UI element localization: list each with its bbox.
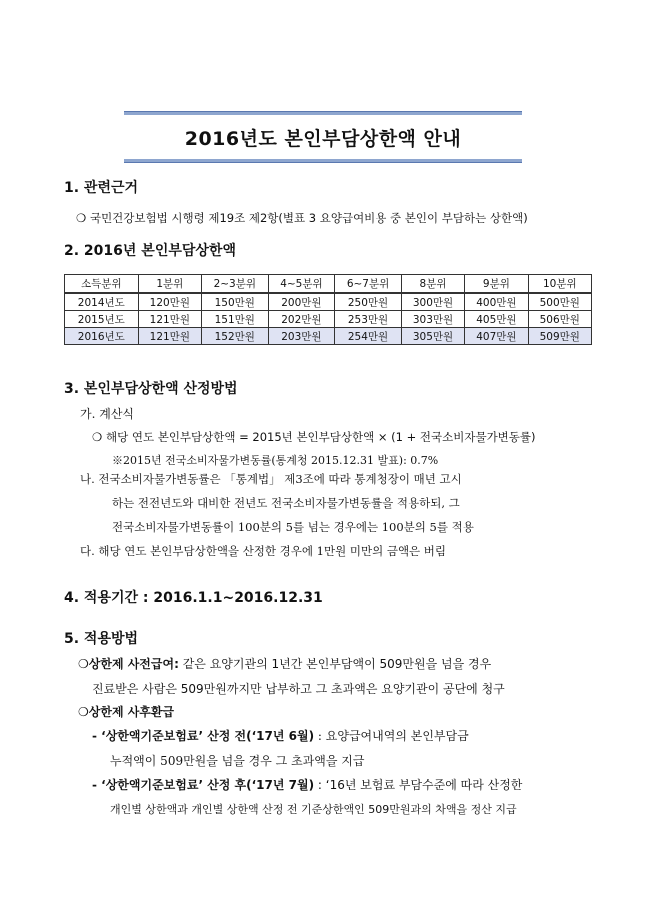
section5-heading: 5. 적용방법 (64, 631, 139, 647)
table-row (65, 311, 592, 328)
header-cell: 9분위 (465, 275, 528, 294)
pre-payment-line1 (78, 655, 491, 672)
table-cell: 200만원 (268, 293, 335, 311)
table-cell: 152만원 (201, 328, 268, 345)
table-cell: 2016년도 (65, 328, 139, 345)
table-cell: 303만원 (401, 311, 464, 328)
after-calc-line1 (92, 776, 522, 793)
method-ga: 가. 계산식 (80, 407, 134, 421)
table-cell: 506만원 (528, 311, 591, 328)
method-da: 다. 해당 연도 본인부담상한액을 산정한 경우에 1만원 미만의 금액은 버림 (80, 544, 447, 558)
header-cell: 8분위 (401, 275, 464, 294)
method-na-line2: 하는 전전년도와 대비한 전년도 전국소비자물가변동률을 적용하되, 그 (112, 496, 460, 510)
table-cell: 2015년도 (65, 311, 139, 328)
title-bottom-rule (124, 159, 522, 163)
copay-ceiling-table (64, 274, 592, 345)
table-cell: 150만원 (201, 293, 268, 311)
method-na-line3: 전국소비자물가변동률이 100분의 5를 넘는 경우에는 100분의 5를 적용 (112, 520, 474, 534)
pre-payment-label: ❍상한제 사전급여: (78, 657, 179, 671)
table-cell: 254만원 (335, 328, 402, 345)
table-cell: 2014년도 (65, 293, 139, 311)
table-cell: 305만원 (401, 328, 464, 345)
before-calc-label: - ‘상한액기준보험료’ 산정 전(‘17년 6월) (92, 729, 315, 743)
method-formula: ❍ 해당 연도 본인부담상한액 = 2015년 본인부담상한액 × (1 + 전국소비자물가변동률) (92, 430, 536, 444)
page-title: 2016년도 본인부담상한액 안내 (184, 128, 462, 150)
header-cell: 10분위 (528, 275, 591, 294)
table-cell: 253만원 (335, 311, 402, 328)
after-calc-line2: 개인별 상한액과 개인별 상한액 산정 전 기준상한액인 509만원과의 차액을 정산 지급 (110, 803, 517, 816)
table-cell: 202만원 (268, 311, 335, 328)
header-cell: 2~3분위 (201, 275, 268, 294)
table-cell: 121만원 (138, 328, 201, 345)
header-cell: 6~7분위 (335, 275, 402, 294)
section3-heading: 3. 본인부담상한액 산정방법 (64, 381, 238, 397)
method-na-line1: 나. 전국소비자물가변동률은 「통계법」 제3조에 따라 통계청장이 매년 고시 (80, 472, 462, 486)
after-calc-text: : ‘16년 보험료 부담수준에 따라 산정한 (314, 778, 523, 792)
header-cell: 4~5분위 (268, 275, 335, 294)
before-calc-text: : 요양급여내역의 본인부담금 (314, 729, 469, 743)
table-cell: 400만원 (465, 293, 528, 311)
pre-payment-text: 같은 요양기관의 1년간 본인부담액이 509만원을 넘을 경우 (178, 657, 492, 671)
post-refund-label: ❍상한제 사후환급 (78, 705, 175, 719)
section4-heading: 4. 적용기간 : 2016.1.1~2016.12.31 (64, 590, 323, 606)
table-cell: 250만원 (335, 293, 402, 311)
after-calc-label: - ‘상한액기준보험료’ 산정 후(‘17년 7월) (92, 778, 315, 792)
table-cell: 509만원 (528, 328, 591, 345)
header-cell: 소득분위 (65, 275, 139, 294)
table-row-highlighted (65, 328, 592, 345)
pre-payment-line2: 진료받은 사람은 509만원까지만 납부하고 그 초과액은 요양기관이 공단에 청구 (92, 682, 505, 696)
section2-heading: 2. 2016년 본인부담상한액 (64, 243, 236, 259)
section1-heading: 1. 관련근거 (64, 180, 139, 196)
before-calc-line2: 누적액이 509만원을 넘을 경우 그 초과액을 지급 (110, 754, 365, 768)
table-cell: 121만원 (138, 311, 201, 328)
table-cell: 300만원 (401, 293, 464, 311)
table-cell: 405만원 (465, 311, 528, 328)
section1-item: ❍ 국민건강보험법 시행령 제19조 제2항(별표 3 요양급여비용 중 본인이 부담하는 상한액) (76, 211, 528, 225)
table-cell: 203만원 (268, 328, 335, 345)
table-row (65, 293, 592, 311)
before-calc-line1 (92, 727, 469, 744)
table-cell: 120만원 (138, 293, 201, 311)
title-box (124, 111, 522, 163)
table-cell: 500만원 (528, 293, 591, 311)
table-cell: 151만원 (201, 311, 268, 328)
method-note: ※2015년 전국소비자물가변동률(통계청 2015.12.31 발표): 0.7% (112, 454, 439, 467)
header-cell: 1분위 (138, 275, 201, 294)
table-header-row (65, 275, 592, 294)
table-cell: 407만원 (465, 328, 528, 345)
